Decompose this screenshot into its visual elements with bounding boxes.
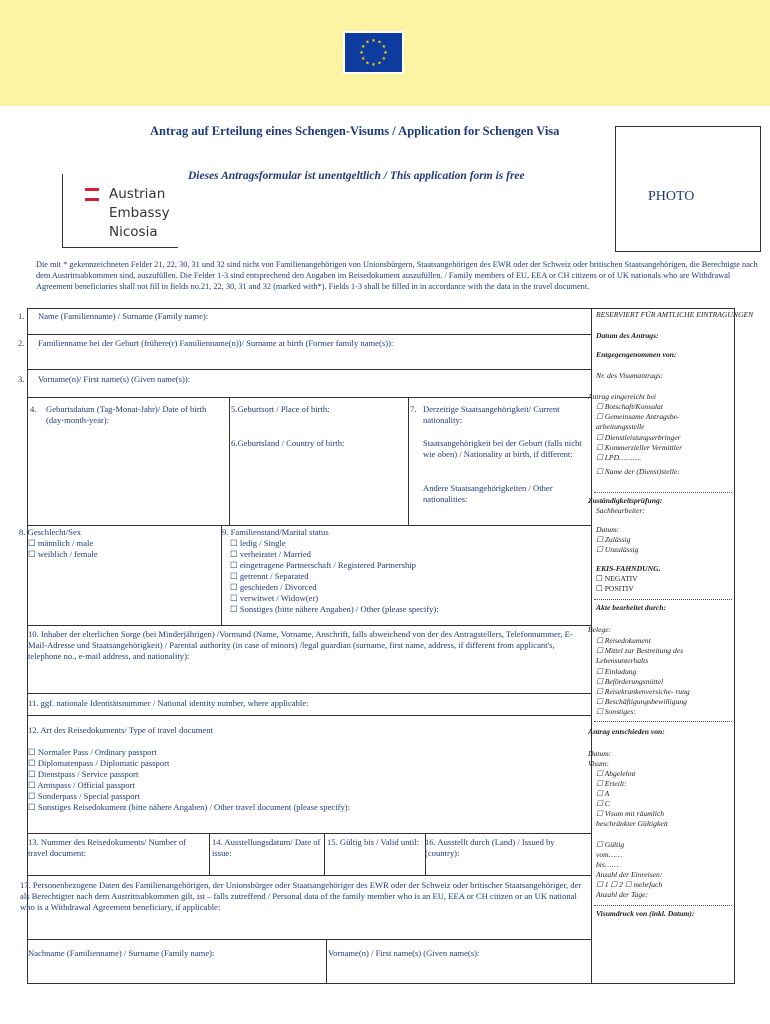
docs-means-2: Lebensunterhalts	[596, 656, 649, 665]
sex-option-female[interactable]: ☐ weiblich / female	[28, 549, 98, 559]
official-ekis-label: EKIS-FAHNDUNG.	[596, 564, 661, 573]
form-title: Antrag auf Erteilung eines Schengen-Visums / Application for Schengen Visa	[150, 124, 560, 138]
application-form	[19, 308, 754, 984]
svg-text:★: ★	[359, 50, 364, 56]
doc-diplomatic[interactable]: ☐ Diplomatenpass / Diplomatic passport	[28, 758, 170, 768]
field-7-nationality-at-birth[interactable]: Staatsangehörigkeit bei der Geburt (falls nicht wie oben) / Nationality at birth, if different:	[423, 438, 582, 459]
visa-ltv-2: beschränkter Gültigkeit	[596, 819, 668, 828]
doc-other[interactable]: ☐ Sonstiges Reisedokument (bitte nähere Angaben) / Other travel document (please specify):	[28, 802, 350, 812]
official-competence-label: Zuständigkeitsprüfung:	[588, 496, 663, 505]
official-decision-date: Datum:	[588, 749, 612, 758]
official-clerk-label: Sachbearbeiter:	[596, 506, 645, 515]
official-decision-label: Antrag entschieden von:	[588, 727, 665, 736]
field-14-date-of-issue[interactable]: 14. Ausstellungsdatum/ Date of issue:	[212, 837, 321, 858]
valid-to: bis……	[596, 860, 619, 869]
docs-transport[interactable]: ☐ Beförderungsmittel	[596, 677, 664, 686]
official-print-label: Visumdruck von (inkl. Datum):	[596, 909, 695, 918]
free-notice: Dieses Antragsformular ist unentgeltlich / This application form is free	[188, 170, 525, 182]
doc-official[interactable]: ☐ Amtspass / Official passport	[28, 780, 135, 790]
svg-text:★: ★	[365, 39, 370, 46]
field-7-other-nationalities[interactable]: Andere Staatsangehörigkeiten / Other nationalities:	[423, 483, 553, 504]
logo-line-3: Nicosia	[109, 224, 158, 240]
svg-text:★: ★	[365, 60, 370, 67]
ekis-positive[interactable]: ☐ POSITIV	[596, 584, 634, 593]
submitted-opt-office-name[interactable]: ☐ Name der (Dienst)stelle:	[596, 467, 680, 476]
sex-option-male[interactable]: ☐ männlich / male	[28, 538, 94, 548]
row-number-3: 3.	[18, 374, 25, 384]
submitted-opt-common[interactable]: ☐ Gemeinsame Antragsbe-	[596, 412, 680, 421]
photo-label: PHOTO	[648, 189, 695, 204]
entries-options[interactable]: ☐ 1 ☐ 2 ☐ mehrfach	[596, 880, 663, 889]
docs-other[interactable]: ☐ Sonstiges:	[596, 707, 636, 716]
eu-flag-icon	[343, 31, 404, 74]
field-1-surname[interactable]: Name (Familienname) / Surname (Family name):	[38, 311, 209, 321]
docs-travel[interactable]: ☐ Reisedokument	[596, 636, 651, 645]
submitted-opt-common-2: arbeitungsstelle	[596, 422, 645, 431]
intro-note: Die mit * gekennzeichneten Felder 21, 22, 30, 31 und 32 sind nicht von Familienangehörigen von Unionsbürgern, Staatsangehörigen des EWR oder der Schweiz oder britischen Staatsangehörigen, die Berechtigte nach dem Austrittsabkommen sind, auszufüllen. Die Felder 1-3 sind entsprechend den Angaben im Reisedokument auszufüllen. / Family members of EU, EEA or CH citizens or of UK nationals who are Withdrawal Agreement beneficiaries shall not fill in fields no.21, 22, 30, 31 and 32 (marked with*). Fields 1-3 shall be filled in in accordance with the data in the travel document.	[36, 260, 758, 291]
field-17-family-member: 17. Personenbezogene Daten des Familienangehörigen, der Unionsbürger oder Staatsangehöriger des EWR oder der Schweiz oder britischer Staatsangehöriger, der als Berechtigter nach dem Austrittsabkommen gilt, ist – falls zutreffend / Personal data of the family member who is an EU, EEA or CH citizen or an UK national who is a Withdrawal Agreement beneficiary, if applicable:	[20, 880, 582, 912]
field-8-sex-label: 8. Geschlecht/Sex	[19, 527, 82, 537]
doc-special[interactable]: ☐ Sonderpass / Special passport	[28, 791, 140, 801]
docs-invitation[interactable]: ☐ Einladung	[596, 667, 637, 676]
official-date2-label: Datum:	[596, 525, 620, 534]
embassy-logo	[62, 174, 178, 248]
visa-c[interactable]: ☐ C	[596, 799, 610, 808]
logo-line-2: Embassy	[109, 205, 170, 221]
row-number-7: 7.	[410, 404, 417, 414]
field-13-doc-number[interactable]: 13. Nummer des Reisedokuments/ Number of travel document:	[28, 837, 187, 858]
field-10-guardian[interactable]: 10. Inhaber der elterlichen Sorge (bei Minderjährigen) /Vormund (Name, Vorname, Anschrift, falls abweichend von der des Antragstellers, Telefonnummer, E-Mail-Adresse und Staatsangehörigkeit) / Parental authority (in case of minors) /legal guardian (surname, first name, address, if different from applicant's, telephone no., e-mail address, and nationality):	[28, 629, 573, 661]
official-file-label: Akte bearbeitet durch:	[596, 603, 667, 612]
official-submitted-label: Antrag eingereicht bei	[588, 392, 657, 401]
marital-partnership[interactable]: ☐ eingetragene Partnerschaft / Registered Partnership	[230, 560, 416, 570]
field-16-issued-by[interactable]: 16. Ausstellt durch (Land) / Issued by (country):	[425, 837, 555, 858]
svg-text:★: ★	[377, 60, 382, 67]
field-3-first-name[interactable]: Vorname(n)/ First name(s) (Given name(s)):	[38, 374, 191, 384]
docs-work-permit[interactable]: ☐ Beschäftigungsbewilligung	[596, 697, 687, 706]
valid-check[interactable]: ☐ Gültig	[596, 840, 625, 849]
field-5-place-of-birth[interactable]: 5.Geburtsort / Place of birth:	[231, 404, 330, 414]
field-17-first-name[interactable]: Vorname(n) / First name(s) (Given name(s):	[328, 948, 480, 958]
submitted-opt-intermediary[interactable]: ☐ Kommerzieller Vermittler	[596, 443, 683, 452]
austria-flag-icon	[85, 188, 99, 203]
field-15-valid-until[interactable]: 15. Gültig bis / Valid until:	[327, 837, 419, 847]
svg-text:★: ★	[360, 56, 366, 62]
marital-single[interactable]: ☐ ledig / Single	[230, 538, 286, 548]
field-4-date-of-birth[interactable]: Geburtsdatum (Tag-Monat-Jahr)/ Date of birth (day-month-year):	[46, 404, 207, 425]
svg-text:★: ★	[381, 56, 387, 62]
row-number-4: 4.	[30, 404, 37, 414]
svg-text:★: ★	[383, 50, 388, 56]
marital-other[interactable]: ☐ Sonstiges (bitte nähere Angaben) / Other (please specify):	[230, 604, 439, 614]
submitted-opt-provider[interactable]: ☐ Dienstleistungserbringer	[596, 433, 681, 442]
field-2-surname-at-birth[interactable]: Familienname bei der Geburt (frühere(r) Familienname(n))/ Surname at birth (Former family name(s)):	[38, 338, 394, 348]
visa-refused[interactable]: ☐ Abgelehnt	[596, 769, 636, 778]
field-6-country-of-birth[interactable]: 6.Geburtsland / Country of birth:	[231, 438, 345, 448]
svg-text:★: ★	[360, 44, 366, 50]
official-heading: RESERVIERT FÜR AMTLICHE EINTRAGUNGEN	[596, 310, 754, 319]
svg-text:★: ★	[381, 44, 387, 50]
submitted-opt-embassy[interactable]: ☐ Botschaft/Konsulat	[596, 402, 663, 411]
competence-admissible[interactable]: ☐ Zulässig	[596, 535, 631, 544]
marital-widowed[interactable]: ☐ verwitwet / Widow(er)	[230, 593, 319, 603]
visa-a[interactable]: ☐ A	[596, 789, 610, 798]
valid-from: vom……	[596, 850, 623, 859]
doc-ordinary[interactable]: ☐ Normaler Pass / Ordinary passport	[28, 747, 157, 757]
marital-divorced[interactable]: ☐ geschieden / Divorced	[230, 582, 317, 592]
field-9-marital-label: 9. Familienstand/Marital status	[222, 527, 329, 537]
row-number-1: 1.	[18, 311, 25, 321]
field-17-surname[interactable]: Nachname (Familienname) / Surname (Family name):	[28, 948, 215, 958]
marital-married[interactable]: ☐ verheiratet / Married	[230, 549, 311, 559]
official-number-label: Nr. des Visumantrags:	[596, 371, 664, 380]
field-12-doc-type-label: 12. Art des Reisedokuments/ Type of travel document	[28, 725, 213, 735]
doc-service[interactable]: ☐ Dienstpass / Service passport	[28, 769, 139, 779]
svg-text:★: ★	[371, 62, 376, 68]
visa-issued[interactable]: ☐ Erteilt:	[596, 779, 627, 788]
entries-label: Anzahl der Einreisen:	[596, 870, 663, 879]
docs-insurance[interactable]: ☐ Reisekrankenversiche- rung	[596, 687, 690, 696]
days-label: Anzahl der Tage:	[596, 890, 649, 899]
field-11-national-id[interactable]: 11. ggf. nationale Identitätsnummer / National identity number, where applicable:	[28, 698, 309, 708]
ekis-negative[interactable]: ☐ NEGATIV	[596, 574, 638, 583]
competence-inadmissible[interactable]: ☐ Unzulässig	[596, 545, 639, 554]
official-received-label: Entgegengenommen von:	[596, 350, 677, 359]
official-docs-label: Belege:	[588, 625, 612, 634]
docs-means[interactable]: ☐ Mittel zur Bestreitung des	[596, 646, 684, 655]
visa-ltv[interactable]: ☐ Visum mit räumlich	[596, 809, 665, 818]
official-date-label: Datum des Antrags:	[596, 331, 659, 340]
row-number-2: 2.	[18, 338, 25, 348]
svg-text:★: ★	[377, 39, 382, 46]
field-7-current-nationality[interactable]: Derzeitige Staatsangehörigkeit/ Current nationality:	[423, 404, 560, 425]
official-visa-label: Visum:	[588, 759, 609, 768]
submitted-opt-lpd[interactable]: ☐ LPD……….	[596, 453, 642, 462]
photo-box	[615, 126, 761, 252]
logo-line-1: Austrian	[109, 186, 166, 202]
marital-separated[interactable]: ☐ getrennt / Separated	[230, 571, 309, 581]
svg-text:★: ★	[371, 38, 376, 44]
